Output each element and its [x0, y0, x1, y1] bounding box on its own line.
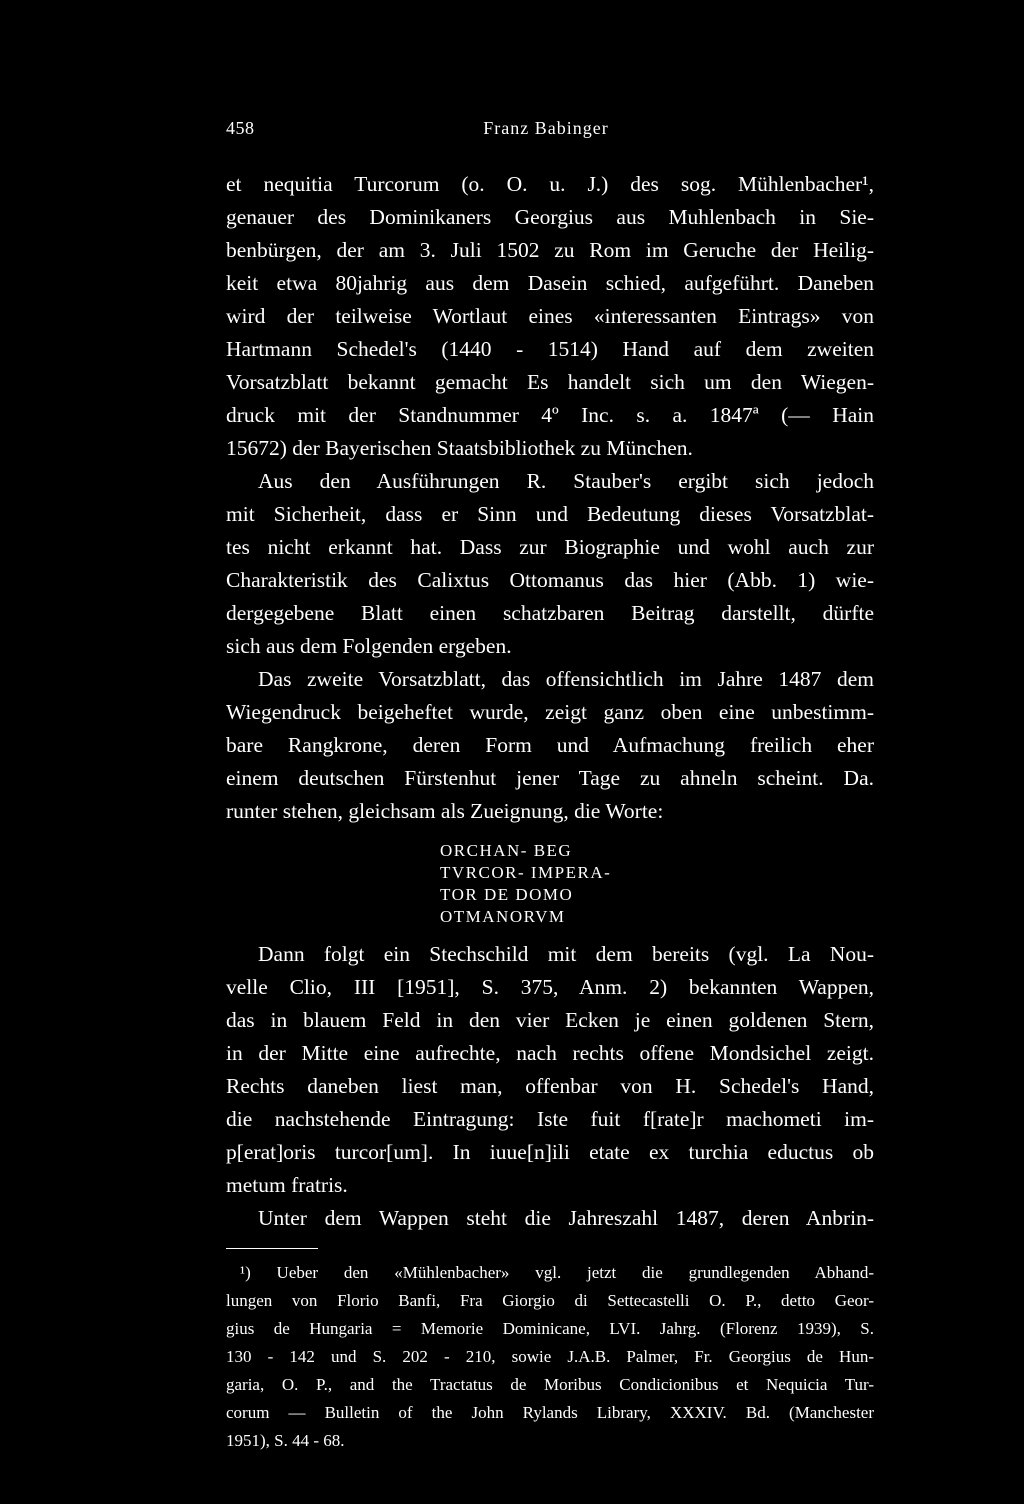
body-line: Rechts daneben liest man, offenbar von H. Schedel's Hand,	[226, 1074, 874, 1098]
running-header	[226, 118, 806, 146]
footnote-line: 1951), S. 44 - 68.	[226, 1431, 345, 1450]
body-line: bare Rangkrone, deren Form und Aufmachung freilich eher	[226, 733, 874, 757]
body-line: mit Sicherheit, dass er Sinn und Bedeutung dieses Vorsatzblat-	[226, 502, 874, 526]
footnote-rule	[226, 1248, 318, 1249]
body-line: dergegebene Blatt einen schatzbaren Beitrag darstellt, dürfte	[226, 601, 874, 625]
body-line: keit etwa 80jahrig aus dem Dasein schied, aufgeführt. Daneben	[226, 271, 874, 295]
body-line: benbürgen, der am 3. Juli 1502 zu Rom im Geruche der Heilig-	[226, 238, 874, 262]
body-line: Unter dem Wappen steht die Jahreszahl 1487, deren Anbrin-	[258, 1206, 874, 1230]
body-line: runter stehen, gleichsam als Zueignung, die Worte:	[226, 799, 664, 823]
footnote-line: 130 - 142 und S. 202 - 210, sowie J.A.B. Palmer, Fr. Georgius de Hun-	[226, 1347, 874, 1366]
body-line: die nachstehende Eintragung: Iste fuit f[rate]r machometi im-	[226, 1107, 874, 1131]
inscription-line: TOR DE DOMO	[440, 885, 574, 904]
body-line: Dann folgt ein Stechschild mit dem bereits (vgl. La Nou-	[258, 942, 874, 966]
running-head-author: Franz Babinger	[483, 118, 609, 138]
body-line: wird der teilweise Wortlaut eines «interessanten Eintrags» von	[226, 304, 874, 328]
page-number: 458	[226, 118, 255, 138]
body-line: druck mit der Standnummer 4º Inc. s. a. 1847ª (— Hain	[226, 403, 874, 427]
footnote-line: lungen von Florio Banfi, Fra Giorgio di Settecastelli O. P., detto Geor-	[226, 1291, 874, 1310]
inscription-line: OTMANORVM	[440, 907, 566, 926]
body-line: Vorsatzblatt bekannt gemacht Es handelt sich um den Wiegen-	[226, 370, 874, 394]
footnote-line: ¹) Ueber den «Mühlenbacher» vgl. jetzt die grundlegenden Abhand-	[240, 1263, 874, 1282]
body-line: genauer des Dominikaners Georgius aus Muhlenbach in Sie-	[226, 205, 874, 229]
body-line: metum fratris.	[226, 1173, 348, 1197]
body-line: Hartmann Schedel's (1440 - 1514) Hand auf dem zweiten	[226, 337, 874, 361]
footnote-line: gius de Hungaria = Memorie Dominicane, LVI. Jahrg. (Florenz 1939), S.	[226, 1319, 874, 1338]
body-line: velle Clio, III [1951], S. 375, Anm. 2) bekannten Wappen,	[226, 975, 874, 999]
body-line: sich aus dem Folgenden ergeben.	[226, 634, 512, 658]
body-line: Charakteristik des Calixtus Ottomanus das hier (Abb. 1) wie-	[226, 568, 874, 592]
body-line: et nequitia Turcorum (o. O. u. J.) des sog. Mühlenbacher¹,	[226, 172, 874, 196]
body-line: Aus den Ausführungen R. Stauber's ergibt sich jedoch	[258, 469, 874, 493]
body-line: Wiegendruck beigeheftet wurde, zeigt ganz oben eine unbestimm-	[226, 700, 874, 724]
body-line: Das zweite Vorsatzblatt, das offensichtlich im Jahre 1487 dem	[258, 667, 874, 691]
body-line: das in blauem Feld in den vier Ecken je einen goldenen Stern,	[226, 1008, 874, 1032]
body-line: p[erat]oris turcor[um]. In iuue[n]ili etate ex turchia eductus ob	[226, 1140, 874, 1164]
body-line: einem deutschen Fürstenhut jener Tage zu ahneln scheint. Da.	[226, 766, 874, 790]
inscription-line: ORCHAN- BEG	[440, 841, 573, 860]
body-line: 15672) der Bayerischen Staatsbibliothek zu München.	[226, 436, 693, 460]
body-line: tes nicht erkannt hat. Dass zur Biographie und wohl auch zur	[226, 535, 874, 559]
body-line: in der Mitte eine aufrechte, nach rechts offene Mondsichel zeigt.	[226, 1041, 874, 1065]
inscription-line: TVRCOR- IMPERA-	[440, 863, 612, 882]
footnote-line: garia, O. P., and the Tractatus de Moribus Condicionibus et Nequicia Tur-	[226, 1375, 874, 1394]
footnote-line: corum — Bulletin of the John Rylands Library, XXXIV. Bd. (Manchester	[226, 1403, 874, 1422]
